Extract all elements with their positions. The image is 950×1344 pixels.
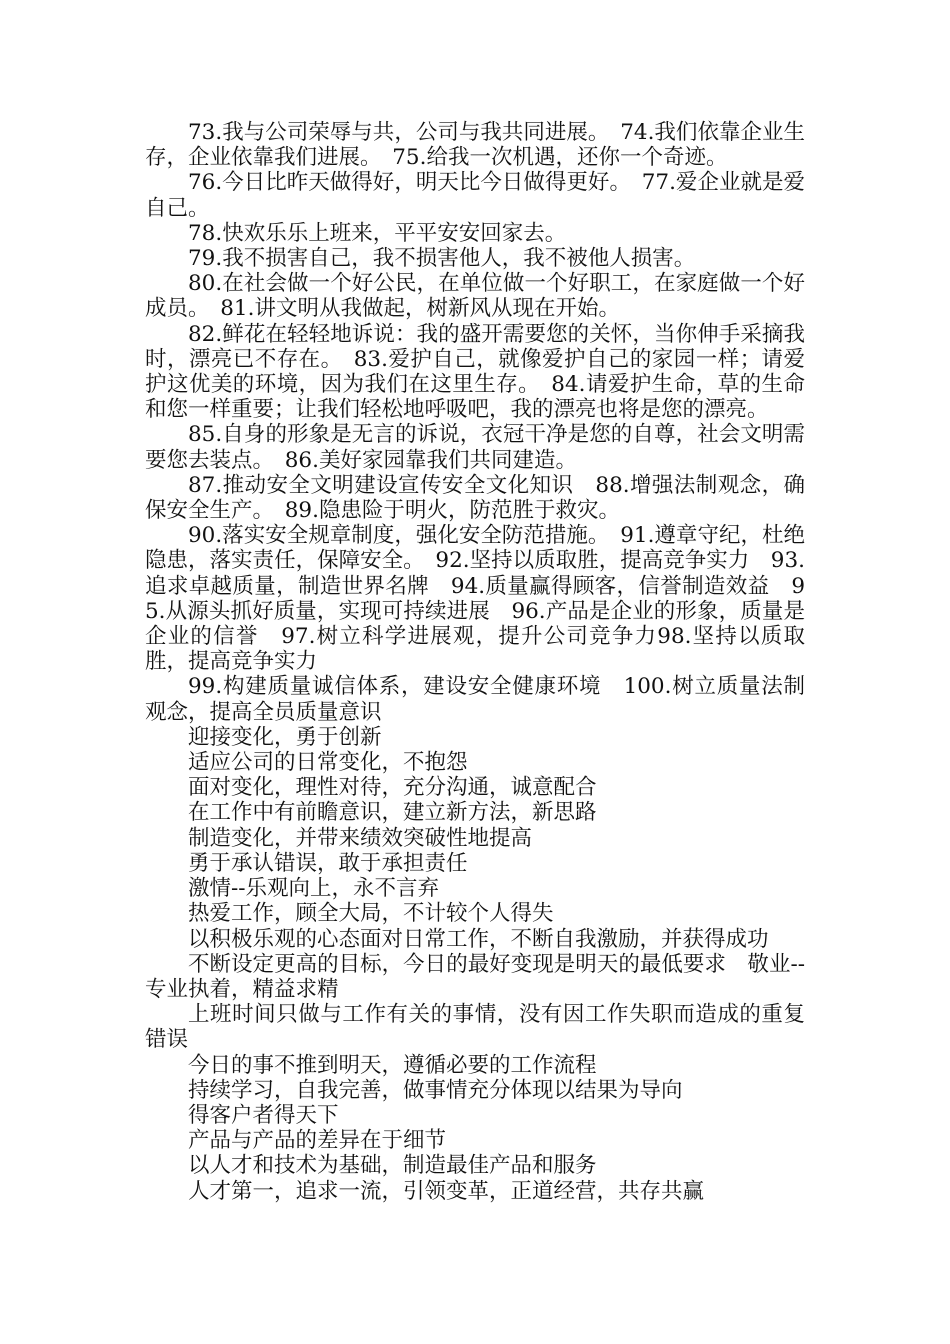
paragraph: 热爱工作，顾全大局，不计较个人得失 bbox=[188, 901, 554, 927]
paragraph: 上班时间只做与工作有关的事情，没有因工作失职而造成的重复错误 bbox=[145, 1002, 805, 1053]
paragraph: 激情--乐观向上，永不言弃 bbox=[188, 876, 440, 902]
paragraph: 99.构建质量诚信体系，建设安全健康环境 100.树立质量法制观念，提高全员质量意识 bbox=[145, 674, 805, 725]
document-body bbox=[145, 120, 805, 1204]
paragraph: 87.推动安全文明建设宣传安全文化知识 88.增强法制观念，确保安全生产。 89.隐患险于明火，防范胜于救灾。 bbox=[145, 472, 805, 524]
paragraph: 78.快欢乐乐上班来，平平安安回家去。 bbox=[188, 220, 567, 246]
paragraph: 产品与产品的差异在于细节 bbox=[188, 1128, 447, 1154]
paragraph: 面对变化，理性对待，充分沟通，诚意配合 bbox=[188, 775, 597, 801]
paragraph: 73.我与公司荣辱与共，公司与我共同进展。 74.我们依靠企业生存，企业依靠我们进展。 75.给我一次机遇，还你一个奇迹。 bbox=[145, 120, 805, 171]
paragraph: 82.鲜花在轻轻地诉说：我的盛开需要您的关怀，当你伸手采摘我时，漂亮已不存在。 83.爱护自己，就像爱护自己的家园一样；请爱护这优美的环境，因为我们在这里生存。 84.请爱护生命，草的生命和您一样重要；让我们轻松地呼吸吧，我的漂亮也将是您的漂亮。 bbox=[145, 321, 805, 423]
paragraph: 85.自身的形象是无言的诉说，衣冠干净是您的自尊，社会文明需要您去装点。 86.美好家园靠我们共同建造。 bbox=[145, 422, 805, 473]
paragraph: 制造变化，并带来绩效突破性地提高 bbox=[188, 825, 533, 851]
paragraph: 90.落实安全规章制度，强化安全防范措施。 91.遵章守纪，杜绝隐患，落实责任，保障安全。 92.坚持以质取胜，提高竞争实力 93.追求卓越质量，制造世界名牌 94.质量赢得顾客，信誉制造效益 95.从源头抓好质量，实现可持续进展 96.产品是企业的形象，质量是企业的信誉 97.树立科学进展观，提升公司竞争力98.坚持以质取胜，提高竞争实力 bbox=[145, 523, 805, 675]
paragraph: 在工作中有前瞻意识，建立新方法，新思路 bbox=[188, 800, 597, 826]
paragraph: 人才第一，追求一流，引领变革，正道经营，共存共赢 bbox=[188, 1178, 705, 1204]
paragraph: 以人才和技术为基础，制造最佳产品和服务 bbox=[188, 1153, 597, 1179]
paragraph: 持续学习，自我完善，做事情充分体现以结果为导向 bbox=[188, 1077, 683, 1103]
paragraph: 以积极乐观的心态面对日常工作，不断自我激励，并获得成功 bbox=[188, 926, 769, 952]
paragraph: 76.今日比昨天做得好，明天比今日做得更好。 77.爱企业就是爱自己。 bbox=[145, 170, 805, 221]
paragraph: 适应公司的日常变化，不抱怨 bbox=[188, 750, 468, 776]
paragraph: 80.在社会做一个好公民，在单位做一个好职工，在家庭做一个好成员。 81.讲文明从我做起，树新风从现在开始。 bbox=[145, 271, 805, 322]
paragraph: 今日的事不推到明天，遵循必要的工作流程 bbox=[188, 1052, 597, 1078]
paragraph: 迎接变化，勇于创新 bbox=[188, 724, 382, 750]
paragraph: 79.我不损害自己，我不损害他人，我不被他人损害。 bbox=[188, 246, 696, 272]
paragraph: 不断设定更高的目标，今日的最好变现是明天的最低要求 敬业--专业执着，精益求精 bbox=[145, 951, 805, 1002]
paragraph: 得客户者得天下 bbox=[188, 1102, 339, 1128]
paragraph: 勇于承认错误，敢于承担责任 bbox=[188, 850, 468, 876]
